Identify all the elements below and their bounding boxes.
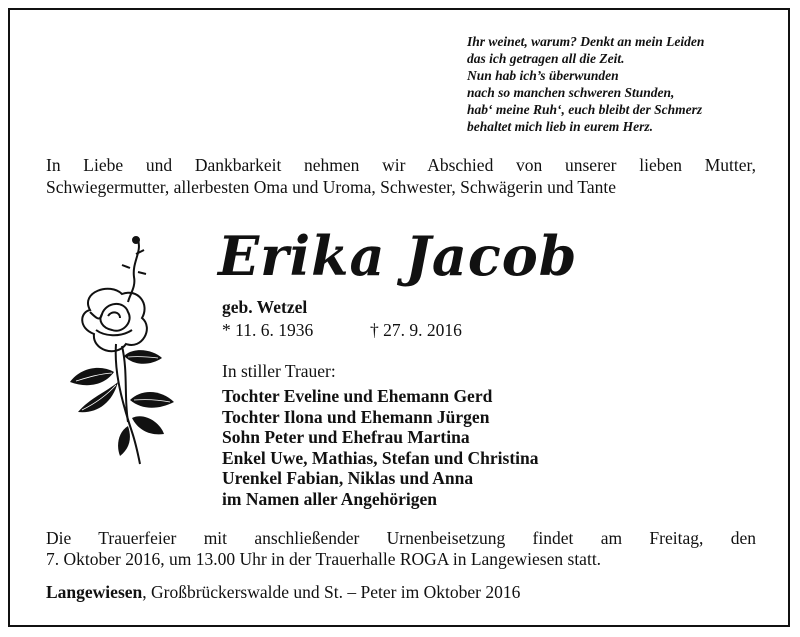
deceased-name: Erika Jacob bbox=[218, 224, 578, 288]
life-dates bbox=[222, 320, 462, 341]
poem-line: behaltet mich lieb in eurem Herz. bbox=[467, 119, 653, 134]
intro-line: In Liebe und Dankbarkeit nehmen wir Abschied von unserer lieben Mutter, bbox=[46, 155, 756, 175]
signature-place: Langewiesen bbox=[46, 582, 143, 602]
funeral-line: Die Trauerfeier mit anschließender Urnenbeisetzung findet am Freitag, den bbox=[46, 528, 756, 548]
poem-line: das ich getragen all die Zeit. bbox=[467, 51, 625, 66]
intro-line: Schwiegermutter, allerbesten Oma und Uroma, Schwester, Schwägerin und Tante bbox=[46, 177, 617, 197]
birth-date: * 11. 6. 1936 bbox=[222, 320, 314, 340]
mourner-line: Sohn Peter und Ehefrau Martina bbox=[222, 427, 470, 447]
mourner-line: Tochter Eveline und Ehemann Gerd bbox=[222, 386, 493, 406]
mourner-line: im Namen aller Angehörigen bbox=[222, 488, 438, 509]
intro-text bbox=[46, 154, 756, 198]
funeral-line: 7. Oktober 2016, um 13.00 Uhr in der Trauerhalle ROGA in Langewiesen statt. bbox=[46, 549, 602, 569]
mourners-list bbox=[222, 386, 539, 509]
signature-line bbox=[46, 582, 520, 603]
mourner-line: Urenkel Fabian, Niklas und Anna bbox=[222, 468, 474, 488]
rose-icon bbox=[50, 232, 200, 472]
mourner-line: Tochter Ilona und Ehemann Jürgen bbox=[222, 406, 490, 427]
born-name: geb. Wetzel bbox=[222, 297, 308, 317]
poem-line: Nun hab ich’s überwunden bbox=[467, 68, 619, 83]
poem-line: Ihr weinet, warum? Denkt an mein Leiden bbox=[467, 34, 705, 49]
poem-line: hab‘ meine Ruh‘, euch bleibt der Schmerz bbox=[467, 102, 703, 117]
signature-rest: , Großbrückerswalde und St. – Peter im Oktober 2016 bbox=[142, 582, 521, 602]
mourner-line: Enkel Uwe, Mathias, Stefan und Christina bbox=[222, 447, 539, 468]
poem-line: nach so manchen schweren Stunden, bbox=[467, 85, 675, 100]
funeral-notice bbox=[46, 528, 756, 570]
poem bbox=[467, 33, 777, 135]
death-date: † 27. 9. 2016 bbox=[370, 320, 462, 340]
mourning-label: In stiller Trauer: bbox=[222, 361, 336, 381]
